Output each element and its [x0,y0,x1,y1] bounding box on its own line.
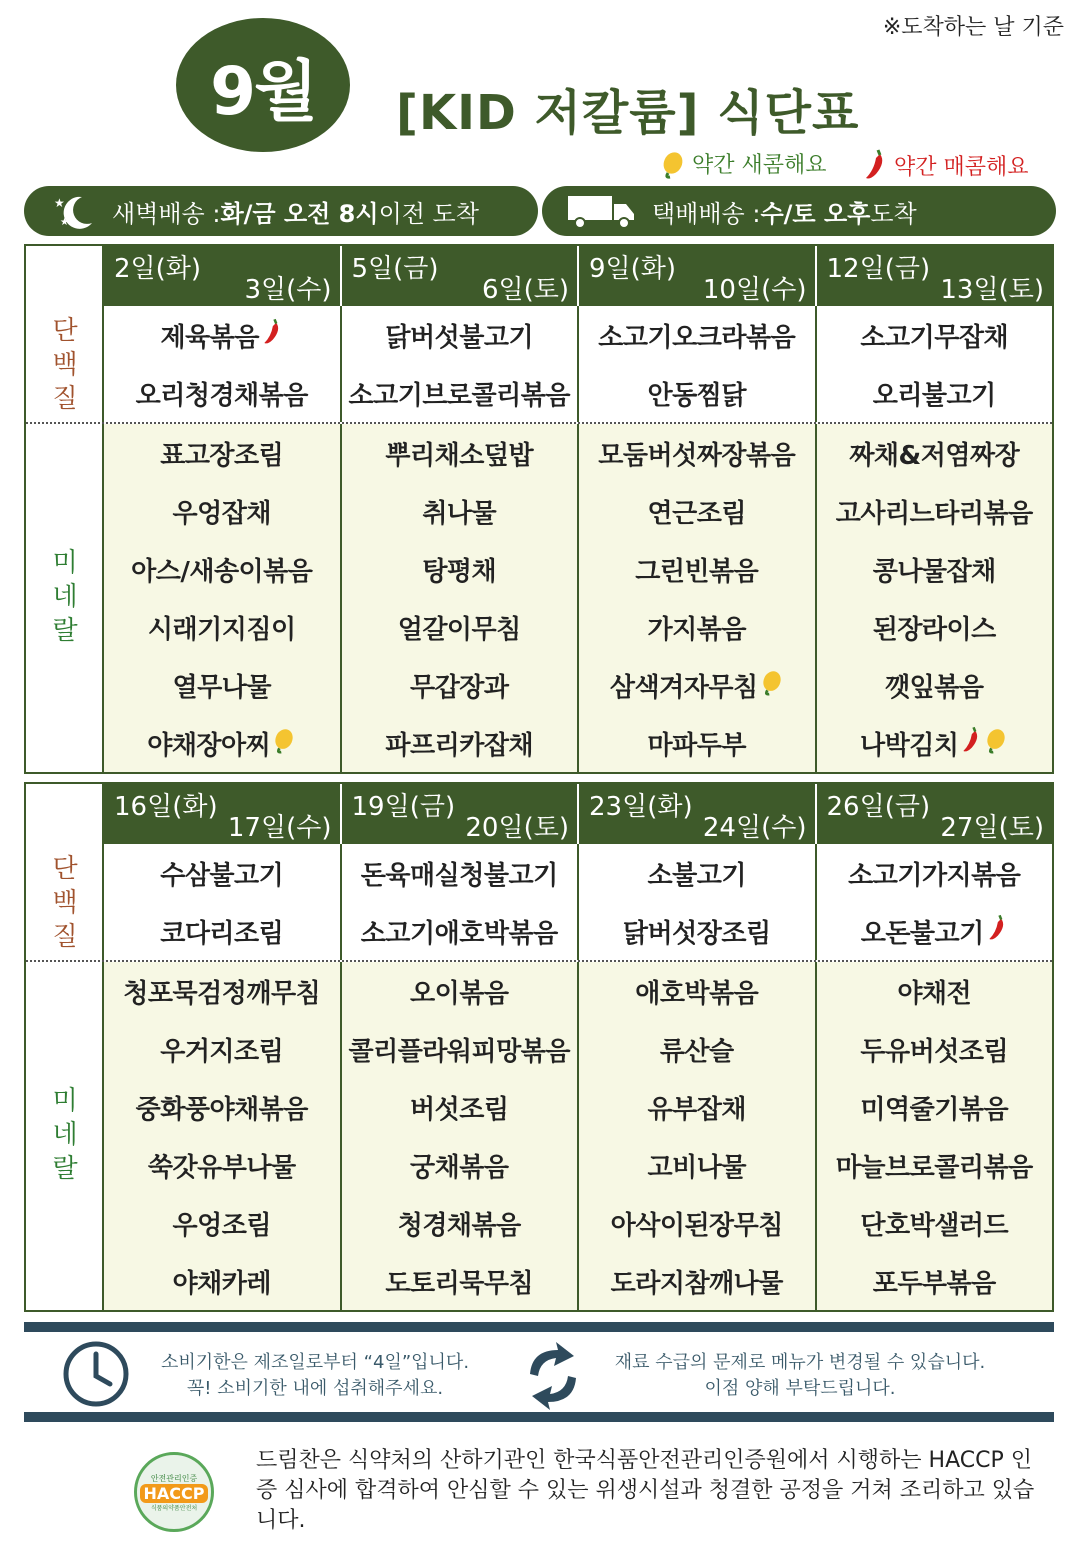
menu-column [577,424,815,772]
category-char: 백 [52,888,78,918]
menu-item-name: 소고기브로콜리볶음 [348,380,571,411]
chili-pepper-icon [862,148,888,182]
parcel-prefix: 택배배송 : [652,199,761,228]
menu-item [342,962,578,1020]
date-header-cell [815,246,1053,306]
menu-item [104,424,340,482]
menu-item [104,1020,340,1078]
menu-item-name: 마파두부 [647,730,746,761]
menu-item [342,844,578,902]
menu-item-name: 탕평채 [422,556,497,587]
menu-item [579,540,815,598]
haccp-badge-main: HACCP [140,1484,209,1503]
arrival-basis-note: ※도착하는 날 기준 [882,15,1064,40]
menu-item-name: 중화풍야채볶음 [135,1094,308,1125]
menu-item-name: 야채장아찌 [147,730,271,761]
date-header-cell [104,784,340,844]
menu-item [817,714,1053,772]
menu-item [104,1252,340,1310]
menu-item-name: 가지볶음 [647,614,746,645]
menu-item-name: 시래기지짐이 [147,614,296,645]
date-header-cell [577,784,815,844]
lemon-icon [984,725,1008,762]
menu-item-name: 취나물 [422,498,497,529]
menu-item [104,714,340,772]
category-char: 미 [52,1086,78,1116]
parcel-date: 13일(토) [940,275,1044,305]
dawn-time: 화/금 오전 8시 [220,199,379,228]
month-badge [176,18,350,152]
menu-column [815,844,1053,960]
menu-item [579,902,815,960]
menu-item-name: 우거지조림 [160,1036,284,1067]
menu-item-name: 수삼불고기 [160,860,284,891]
menu-item-name: 버섯조림 [410,1094,509,1125]
menu-item [104,1136,340,1194]
menu-item-name: 포두부볶음 [872,1268,996,1299]
protein-category-label [26,852,104,954]
menu-item [104,1078,340,1136]
menu-item-name: 야채카레 [172,1268,271,1299]
menu-item [579,1078,815,1136]
menu-item [579,1020,815,1078]
menu-column [340,424,578,772]
menu-column [104,424,340,772]
menu-item [817,540,1053,598]
parcel-delivery-banner [542,186,1056,236]
menu-item [342,902,578,960]
mineral-category-label [26,1084,104,1186]
dawn-date: 2일(화) [114,254,202,284]
menu-item-name: 소불고기 [647,860,746,891]
legend-sour-label: 약간 새콤해요 [692,153,827,178]
menu-item-name: 짜채&저염짜장 [849,440,1020,471]
menu-item-name: 된장라이스 [872,614,996,645]
menu-item-name: 코다리조림 [160,918,284,949]
dawn-date: 16일(화) [114,792,218,822]
expiry-line-1: 소비기한은 제조일로부터 “4일”입니다. [160,1352,470,1373]
svg-text:★: ★ [54,196,65,210]
menu-item-name: 궁채볶음 [410,1152,509,1183]
menu-column [577,962,815,1310]
menu-week-block-2 [24,782,1054,1312]
svg-text:★: ★ [60,217,69,228]
menu-item [579,482,815,540]
dawn-delivery-banner [24,186,538,236]
menu-item [342,424,578,482]
menu-item-name: 파프리카잡채 [385,730,534,761]
page-title: [KID 저칼륨] 식단표 [396,85,860,141]
menu-item [817,1136,1053,1194]
menu-item-name: 소고기애호박볶음 [360,918,558,949]
menu-item-name: 두유버섯조림 [860,1036,1009,1067]
parcel-date: 20일(토) [465,813,569,843]
menu-item [342,1136,578,1194]
menu-item-name: 삼색겨자무침 [609,672,758,703]
category-char: 네 [52,1120,78,1150]
parcel-date: 17일(수) [227,813,332,843]
dawn-date: 5일(금) [351,254,439,284]
menu-item [342,364,578,422]
menu-column [340,962,578,1310]
legend-spicy-label: 약간 매콤해요 [894,154,1029,180]
menu-item [342,1252,578,1310]
menu-column [104,306,340,422]
dawn-date: 19일(금) [351,792,456,822]
menu-item [579,714,815,772]
dawn-date: 9일(화) [589,254,677,284]
parcel-suffix: 도착 [870,199,917,228]
menu-item [342,540,578,598]
date-header-cell [340,246,578,306]
mineral-category-label [26,546,104,648]
lemon-icon [760,667,784,704]
category-char: 질 [52,384,78,414]
menu-item [579,598,815,656]
menu-item-name: 아삭이된장무침 [610,1210,783,1241]
menu-item-name: 소고기무잡채 [860,322,1009,353]
menu-item [817,306,1053,364]
expiry-notice [140,1350,490,1402]
menu-item [579,306,815,364]
protein-grid [104,844,1052,960]
category-char: 랄 [52,1154,78,1184]
haccp-badge-bottom: 식품의약품안전처 [150,1504,198,1512]
date-header-cell [104,246,340,306]
parcel-time: 수/토 오후 [760,199,871,228]
category-char: 단 [52,316,78,346]
menu-item-name: 오리청경채볶음 [135,380,308,411]
menu-column [577,306,815,422]
menu-item-name: 모둠버섯짜장볶음 [598,440,796,471]
menu-column [815,306,1053,422]
menu-item-name: 뿌리채소덮밥 [385,440,534,471]
category-char: 네 [52,582,78,612]
menu-item-name: 우엉잡채 [172,498,271,529]
menu-item [817,482,1053,540]
menu-item-name: 오리불고기 [872,380,996,411]
protein-category-label [26,314,104,416]
dawn-date: 26일(금) [826,792,931,822]
menu-item [104,962,340,1020]
menu-item-name: 나박김치 [860,730,959,761]
menu-item [579,844,815,902]
chili-pepper-icon [960,724,982,763]
footer-divider-bottom [24,1412,1054,1422]
menu-item [817,1078,1053,1136]
menu-item-name: 마늘브로콜리볶음 [835,1152,1033,1183]
parcel-date: 27일(토) [940,813,1044,843]
menu-item [104,598,340,656]
menu-column [340,844,578,960]
menu-item-name: 안동찜닭 [647,380,746,411]
menu-item [342,714,578,772]
haccp-description: 드림찬은 식약처의 산하기관인 한국식품안전관리인증원에서 시행하는 HACCP 인증 심사에 합격하여 안심할 수 있는 위생시설과 청결한 공정을 거쳐 조리하고 있습니다. [256,1448,1035,1533]
menu-item-name: 소고기가지볶음 [848,860,1021,891]
parcel-date: 10일(수) [702,275,807,305]
menu-item-name: 청경채볶음 [397,1210,521,1241]
menu-item-name: 미역줄기볶음 [860,1094,1009,1125]
change-line-2: 이점 양해 부탁드립니다. [704,1378,896,1399]
menu-item-name: 제육볶음 [160,322,259,353]
date-header-cell [340,784,578,844]
menu-item [104,540,340,598]
menu-item-name: 콩나물잡채 [872,556,996,587]
menu-item [342,1078,578,1136]
menu-item [817,364,1053,422]
dawn-prefix: 새벽배송 : [112,199,221,228]
protein-grid [104,306,1052,422]
menu-item-name: 열무나물 [172,672,271,703]
menu-item-name: 돈육매실청불고기 [360,860,558,891]
legend-sour [660,148,827,179]
menu-item [342,1020,578,1078]
menu-item [579,364,815,422]
menu-item-name: 야채전 [897,978,972,1009]
menu-column [815,962,1053,1310]
menu-item-name: 오돈불고기 [860,918,984,949]
dawn-suffix: 이전 도착 [378,199,479,228]
truck-icon [566,192,638,230]
change-line-1: 재료 수급의 문제로 메뉴가 변경될 수 있습니다. [614,1352,986,1373]
parcel-date: 3일(수) [244,275,332,305]
menu-item-name: 애호박볶음 [635,978,759,1009]
menu-item-name: 무갑장과 [410,672,509,703]
menu-item-name: 소고기오크라볶음 [598,322,796,353]
menu-item [342,656,578,714]
menu-item [817,1020,1053,1078]
category-char: 백 [52,350,78,380]
category-char: 랄 [52,616,78,646]
menu-change-notice [600,1350,1000,1402]
menu-item-name: 쑥갓유부나물 [147,1152,296,1183]
date-header-cell [815,784,1053,844]
menu-item [104,482,340,540]
menu-item [579,656,815,714]
menu-item [342,1194,578,1252]
dawn-date: 23일(화) [589,792,693,822]
menu-item-name: 고사리느타리볶음 [835,498,1033,529]
menu-item-name: 우엉조림 [172,1210,271,1241]
menu-item [104,1194,340,1252]
chili-pepper-icon [986,912,1008,951]
menu-item-name: 닭버섯장조림 [622,918,771,949]
menu-item-name: 청포묵검정깨무침 [123,978,321,1009]
menu-item-name: 도라지참깨나물 [610,1268,783,1299]
menu-item [579,1252,815,1310]
menu-item-name: 깻잎볶음 [885,672,984,703]
category-char: 질 [52,922,78,952]
menu-item-name: 얼갈이무침 [397,614,521,645]
menu-item [817,1194,1053,1252]
menu-item [104,306,340,364]
menu-week-block-1 [24,244,1054,774]
menu-column [104,844,340,960]
clock-icon [62,1340,130,1412]
category-char: 미 [52,548,78,578]
legend-spicy [862,148,1029,182]
menu-item-name: 연근조림 [647,498,746,529]
menu-item [817,962,1053,1020]
menu-column [577,844,815,960]
menu-item-name: 단호박샐러드 [860,1210,1009,1241]
refresh-arrows-icon [520,1340,586,1416]
haccp-badge [134,1452,214,1532]
menu-item [579,962,815,1020]
category-char: 단 [52,854,78,884]
menu-item [817,1252,1053,1310]
menu-item [817,656,1053,714]
menu-item-name: 도토리묵무침 [385,1268,534,1299]
menu-item-name: 닭버섯불고기 [385,322,534,353]
lemon-icon [272,725,296,762]
menu-item-name: 오이볶음 [410,978,509,1009]
dawn-date: 12일(금) [826,254,931,284]
menu-item [579,424,815,482]
menu-item [817,424,1053,482]
parcel-date: 6일(토) [481,275,569,305]
menu-item-name: 아스/새송이볶음 [131,556,313,587]
mineral-grid [104,962,1052,1310]
haccp-badge-top: 안전관리인증 [150,1473,198,1483]
chili-pepper-icon [261,316,283,355]
menu-item [579,1194,815,1252]
date-header-cell [577,246,815,306]
expiry-line-2: 꼭! 소비기한 내에 섭취해주세요. [186,1378,444,1399]
menu-item [104,656,340,714]
footer-divider-top [24,1322,1054,1332]
menu-item [817,844,1053,902]
mineral-grid [104,424,1052,772]
menu-item [342,598,578,656]
date-header [104,784,1052,844]
menu-item [342,482,578,540]
menu-item [579,1136,815,1194]
moon-stars-icon [52,191,98,231]
menu-item [342,306,578,364]
menu-item [104,902,340,960]
month-label: 9월 [210,52,316,130]
menu-item-name: 유부잡채 [647,1094,746,1125]
menu-item-name: 콜리플라워피망볶음 [348,1036,571,1067]
menu-column [340,306,578,422]
menu-column [104,962,340,1310]
menu-item [817,902,1053,960]
menu-item-name: 그린빈볶음 [635,556,759,587]
menu-item [104,364,340,422]
parcel-date: 24일(수) [702,813,807,843]
lemon-icon [660,149,686,179]
menu-item-name: 고비나물 [647,1152,746,1183]
menu-item-name: 표고장조림 [160,440,284,471]
menu-column [815,424,1053,772]
menu-item [104,844,340,902]
date-header [104,246,1052,306]
menu-item-name: 류산슬 [659,1036,734,1067]
menu-item [817,598,1053,656]
